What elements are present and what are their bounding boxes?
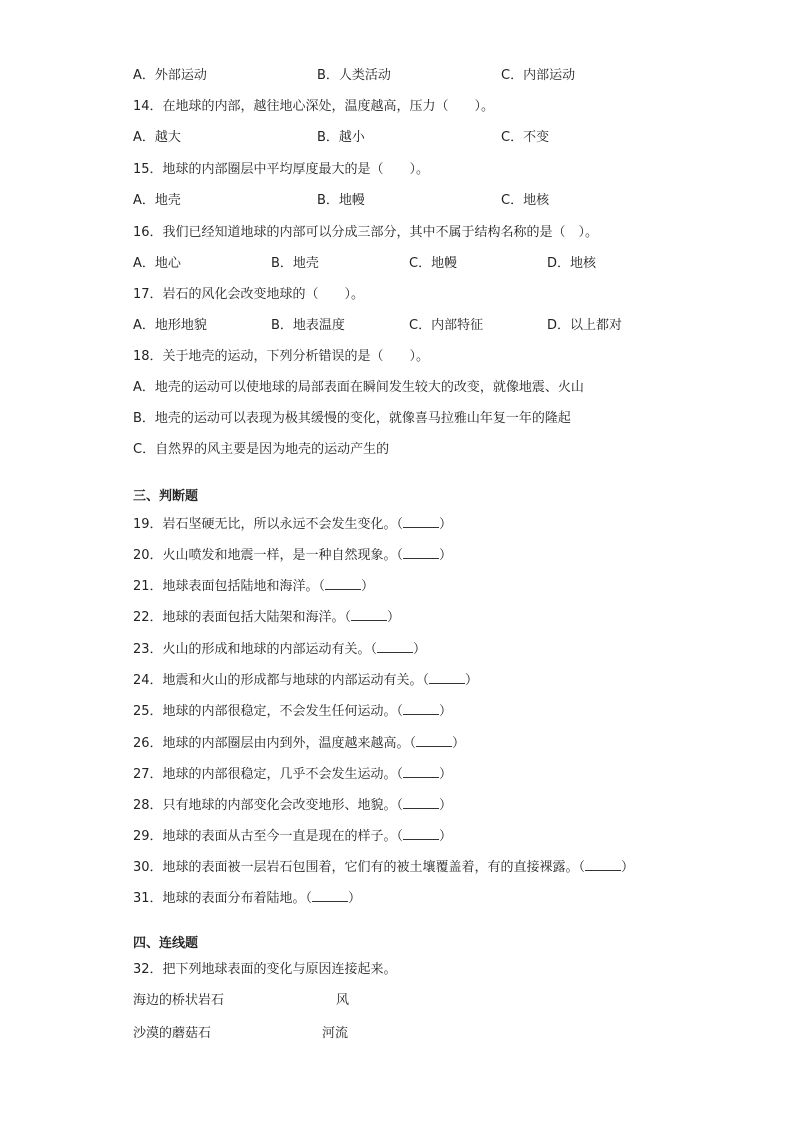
q17-option-a[interactable]: A．地形地貌 [133, 318, 207, 333]
judge-item: 31．地球的表面分布着陆地。（ ） [133, 891, 362, 906]
q14-option-b[interactable]: B．越小 [317, 130, 365, 145]
judge-item: 30．地球的表面被一层岩石包围着，它们有的被土壤覆盖着，有的直接裸露。（ ） [133, 860, 635, 875]
q14-option-a[interactable]: A．越大 [133, 130, 181, 145]
q15-option-a[interactable]: A．地壳 [133, 193, 181, 208]
q16-option-a[interactable]: A．地心 [133, 256, 181, 271]
match-left-item[interactable]: 海边的桥状岩石 [133, 993, 225, 1008]
q17-stem: 17．岩石的风化会改变地球的（ ）。 [133, 287, 365, 302]
q18-option-a[interactable]: A．地壳的运动可以使地球的局部表面在瞬间发生较大的改变，就像地震、火山 [133, 380, 584, 395]
q32-stem: 32．把下列地球表面的变化与原因连接起来。 [133, 962, 397, 977]
q15-option-c[interactable]: C．地核 [501, 193, 550, 208]
q18-stem: 18．关于地壳的运动，下列分析错误的是（ ）。 [133, 349, 430, 364]
judge-item: 23．火山的形成和地球的内部运动有关。（ ） [133, 642, 427, 657]
q16-option-b[interactable]: B．地壳 [271, 256, 319, 271]
q16-option-c[interactable]: C．地幔 [409, 256, 458, 271]
q16-option-d[interactable]: D．地核 [547, 256, 597, 271]
judge-item: 28．只有地球的内部变化会改变地形、地貌。（ ） [133, 798, 453, 813]
q17-option-d[interactable]: D．以上都对 [547, 318, 623, 333]
answer-blank[interactable] [403, 515, 439, 528]
judge-item: 27．地球的内部很稳定，几乎不会发生运动。（ ） [133, 767, 453, 782]
answer-blank[interactable] [403, 702, 439, 715]
judge-item: 24．地震和火山的形成都与地球的内部运动有关。（ ） [133, 673, 479, 688]
answer-blank[interactable] [403, 546, 439, 559]
answer-blank[interactable] [585, 858, 621, 871]
q17-option-b[interactable]: B．地表温度 [271, 318, 345, 333]
section-matching-title: 四、连线题 [133, 936, 199, 951]
q16-stem: 16．我们已经知道地球的内部可以分成三部分，其中不属于结构名称的是（ ）。 [133, 225, 599, 240]
q14-option-c[interactable]: C．不变 [501, 130, 550, 145]
judge-item: 20．火山喷发和地震一样，是一种自然现象。（ ） [133, 548, 453, 563]
match-left-item[interactable]: 沙漠的蘑菇石 [133, 1026, 212, 1041]
answer-blank[interactable] [325, 577, 361, 590]
judge-item: 25．地球的内部很稳定，不会发生任何运动。（ ） [133, 704, 453, 719]
q18-option-b[interactable]: B．地壳的运动可以表现为极其缓慢的变化，就像喜马拉雅山年复一年的隆起 [133, 411, 571, 426]
answer-blank[interactable] [403, 765, 439, 778]
judge-item: 21．地球表面包括陆地和海洋。（ ） [133, 579, 375, 594]
section-judgement-title: 三、判断题 [133, 489, 199, 504]
answer-blank[interactable] [416, 734, 452, 747]
answer-blank[interactable] [312, 889, 348, 902]
answer-blank[interactable] [377, 640, 413, 653]
answer-blank[interactable] [403, 827, 439, 840]
answer-blank[interactable] [403, 796, 439, 809]
q13-option-c[interactable]: C．内部运动 [501, 68, 576, 83]
answer-blank[interactable] [351, 608, 387, 621]
q17-option-c[interactable]: C．内部特征 [409, 318, 484, 333]
q15-stem: 15．地球的内部圈层中平均厚度最大的是（ ）。 [133, 162, 430, 177]
q13-option-a[interactable]: A．外部运动 [133, 68, 207, 83]
judge-item: 26．地球的内部圈层由内到外，温度越来越高。（ ） [133, 736, 466, 751]
q14-stem: 14．在地球的内部，越往地心深处，温度越高，压力（ ）。 [133, 99, 495, 114]
judge-item: 22．地球的表面包括大陆架和海洋。（ ） [133, 610, 401, 625]
match-right-item[interactable]: 河流 [322, 1026, 349, 1041]
q15-option-b[interactable]: B．地幔 [317, 193, 365, 208]
q18-option-c[interactable]: C．自然界的风主要是因为地壳的运动产生的 [133, 442, 390, 457]
match-right-item[interactable]: 风 [336, 993, 350, 1008]
judge-item: 29．地球的表面从古至今一直是现在的样子。（ ） [133, 829, 453, 844]
judge-item: 19．岩石坚硬无比，所以永远不会发生变化。（ ） [133, 517, 453, 532]
q13-option-b[interactable]: B．人类活动 [317, 68, 391, 83]
answer-blank[interactable] [429, 671, 465, 684]
